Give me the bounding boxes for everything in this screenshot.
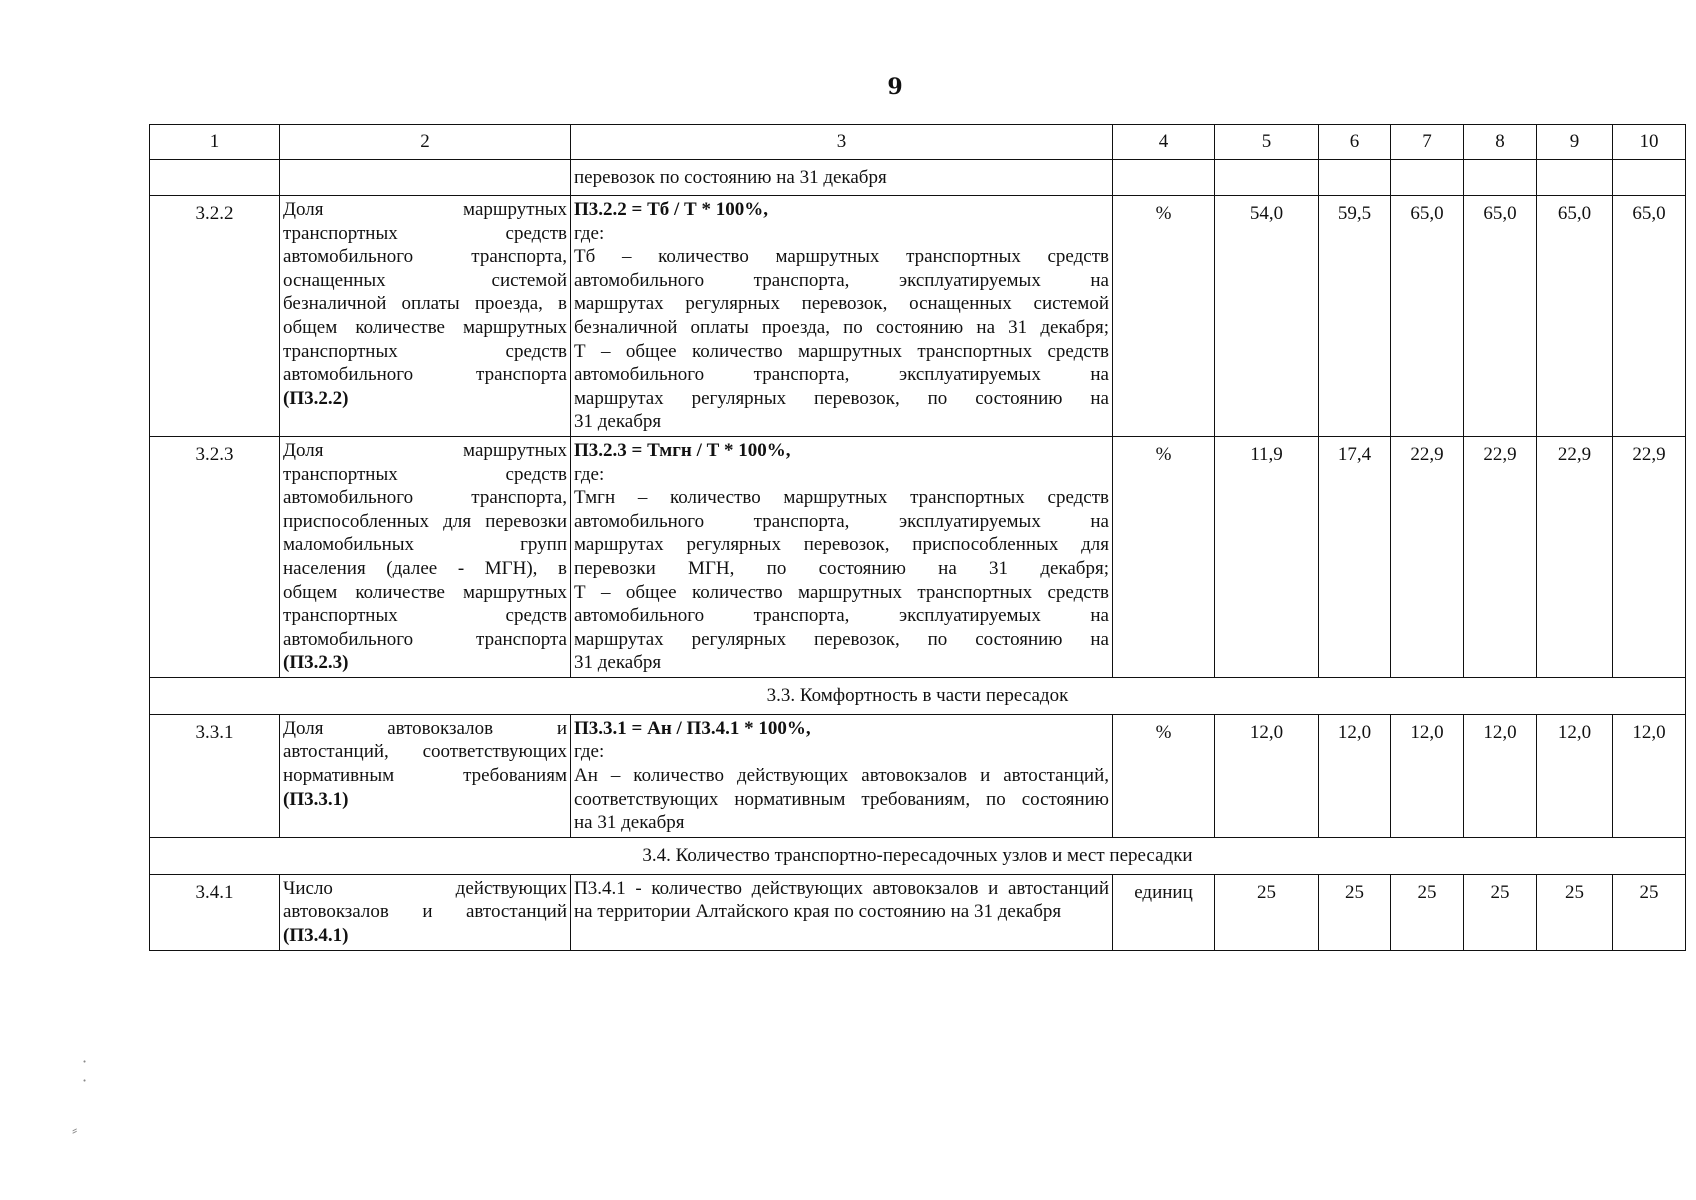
value-cell: 25 bbox=[1613, 874, 1686, 950]
name-line: автостанций, соответствующих bbox=[283, 741, 567, 763]
name-line: общем количестве маршрутных bbox=[283, 581, 567, 603]
name-line: автомобильного транспорта, bbox=[283, 246, 567, 268]
indicator-code: (П3.4.1) bbox=[283, 925, 349, 947]
value-cell: 65,0 bbox=[1464, 196, 1537, 437]
formula-line: перевозки МГН, по состоянию на 31 декабря; bbox=[574, 557, 1109, 579]
header-cell: 7 bbox=[1391, 125, 1464, 160]
formula-line: Т – общее количество маршрутных транспортных средств bbox=[574, 581, 1109, 603]
indicator-code: (П3.2.3) bbox=[283, 652, 349, 674]
formula-line: на территории Алтайского края по состоянию на 31 декабря bbox=[574, 901, 1062, 923]
formula-line: 31 декабря bbox=[574, 411, 662, 433]
header-cell: 4 bbox=[1113, 125, 1215, 160]
indicator-name-cell bbox=[280, 436, 571, 677]
unit-cell: % bbox=[1113, 714, 1215, 837]
section-title: 3.3. Комфортность в части пересадок bbox=[150, 677, 1686, 714]
value-cell: 25 bbox=[1319, 874, 1391, 950]
row-id: 3.2.2 bbox=[150, 196, 280, 437]
value-cell: 25 bbox=[1215, 874, 1319, 950]
value-cell: 17,4 bbox=[1319, 436, 1391, 677]
formula-line: П3.4.1 - количество действующих автовокзалов и автостанций bbox=[574, 877, 1109, 899]
name-line: оснащенных системой bbox=[283, 269, 567, 291]
value-cell: 22,9 bbox=[1537, 436, 1613, 677]
scan-speck: ⸗ bbox=[72, 1120, 78, 1139]
value-cell: 12,0 bbox=[1391, 714, 1464, 837]
formula-line: маршрутах регулярных перевозок, приспособленных для bbox=[574, 534, 1109, 556]
name-line: населения (далее - МГН), в bbox=[283, 557, 567, 579]
name-line: транспортных средств bbox=[283, 340, 567, 362]
name-line: автомобильного транспорта, bbox=[283, 487, 567, 509]
table-row bbox=[150, 436, 1686, 677]
formula-line: Ан – количество действующих автовокзалов и автостанций, bbox=[574, 765, 1109, 787]
formula-line: П3.3.1 = Ан / П3.4.1 * 100%, bbox=[574, 717, 811, 739]
table-row bbox=[150, 874, 1686, 950]
header-cell: 5 bbox=[1215, 125, 1319, 160]
section-row bbox=[150, 677, 1686, 714]
name-line: общем количестве маршрутных bbox=[283, 316, 567, 338]
name-line: транспортных средств bbox=[283, 605, 567, 627]
row-id: 3.3.1 bbox=[150, 714, 280, 837]
formula-line: 31 декабря bbox=[574, 652, 662, 674]
name-line: нормативным требованиям bbox=[283, 765, 567, 787]
value-cell: 54,0 bbox=[1215, 196, 1319, 437]
name-line: автомобильного транспорта bbox=[283, 364, 567, 386]
table-row bbox=[150, 196, 1686, 437]
formula-line: безналичной оплаты проезда, по состоянию на 31 декабря; bbox=[574, 316, 1109, 338]
name-line: транспортных средств bbox=[283, 463, 567, 485]
page-number: 9 bbox=[887, 74, 903, 100]
name-line: Доля маршрутных bbox=[283, 439, 567, 461]
value-cell: 65,0 bbox=[1391, 196, 1464, 437]
formula-line: Тб – количество маршрутных транспортных средств bbox=[574, 246, 1109, 268]
section-title: 3.4. Количество транспортно-пересадочных узлов и мест пересадки bbox=[150, 837, 1686, 874]
continuation-row bbox=[150, 160, 1686, 196]
formula-cell bbox=[571, 160, 1113, 196]
indicator-code: (П3.3.1) bbox=[283, 788, 349, 810]
value-cell: 12,0 bbox=[1537, 714, 1613, 837]
value-cell: 65,0 bbox=[1613, 196, 1686, 437]
header-cell: 10 bbox=[1613, 125, 1686, 160]
formula-line: маршрутах регулярных перевозок, по состоянию на bbox=[574, 387, 1109, 409]
name-line: приспособленных для перевозки bbox=[283, 510, 567, 532]
name-line: маломобильных групп bbox=[283, 534, 567, 556]
value-cell: 12,0 bbox=[1464, 714, 1537, 837]
value-cell: 12,0 bbox=[1613, 714, 1686, 837]
formula-line: П3.2.2 = Тб / Т * 100%, bbox=[574, 199, 768, 220]
value-cell: 25 bbox=[1464, 874, 1537, 950]
unit-cell: % bbox=[1113, 436, 1215, 677]
name-line: Доля маршрутных bbox=[283, 199, 567, 220]
indicator-code: (П3.2.2) bbox=[283, 387, 349, 409]
formula-line: где: bbox=[574, 741, 605, 763]
name-line: транспортных средств bbox=[283, 222, 567, 244]
value-cell: 22,9 bbox=[1391, 436, 1464, 677]
indicator-name-cell bbox=[280, 874, 571, 950]
formula-cell bbox=[571, 196, 1113, 437]
name-line: Число действующих bbox=[283, 877, 567, 899]
value-cell: 25 bbox=[1391, 874, 1464, 950]
table-row bbox=[150, 714, 1686, 837]
formula-cell bbox=[571, 874, 1113, 950]
value-cell: 12,0 bbox=[1319, 714, 1391, 837]
header-cell: 2 bbox=[280, 125, 571, 160]
formula-line: соответствующих нормативным требованиям, по состоянию bbox=[574, 788, 1109, 810]
name-line: автовокзалов и автостанций bbox=[283, 901, 567, 923]
row-id: 3.2.3 bbox=[150, 436, 280, 677]
section-row bbox=[150, 837, 1686, 874]
formula-line: где: bbox=[574, 463, 605, 485]
indicator-name-cell bbox=[280, 714, 571, 837]
formula-cell bbox=[571, 436, 1113, 677]
value-cell: 65,0 bbox=[1537, 196, 1613, 437]
formula-line: маршрутах регулярных перевозок, по состоянию на bbox=[574, 628, 1109, 650]
value-cell: 22,9 bbox=[1613, 436, 1686, 677]
header-cell: 3 bbox=[571, 125, 1113, 160]
value-cell: 12,0 bbox=[1215, 714, 1319, 837]
row-id: 3.4.1 bbox=[150, 874, 280, 950]
name-line: безналичной оплаты проезда, в bbox=[283, 293, 567, 315]
header-cell: 9 bbox=[1537, 125, 1613, 160]
indicators-table bbox=[149, 124, 1686, 951]
scan-speck: · · bbox=[82, 1052, 88, 1090]
value-cell: 59,5 bbox=[1319, 196, 1391, 437]
name-line: Доля автовокзалов и bbox=[283, 717, 567, 739]
name-line: автомобильного транспорта bbox=[283, 628, 567, 650]
value-cell: 22,9 bbox=[1464, 436, 1537, 677]
formula-line: маршрутах регулярных перевозок, оснащенных системой bbox=[574, 293, 1109, 315]
header-cell: 1 bbox=[150, 125, 280, 160]
formula-line: автомобильного транспорта, эксплуатируемых на bbox=[574, 364, 1109, 386]
formula-text: перевозок по состоянию на 31 декабря bbox=[574, 166, 887, 188]
unit-cell: % bbox=[1113, 196, 1215, 437]
header-cell: 6 bbox=[1319, 125, 1391, 160]
formula-line: где: bbox=[574, 222, 605, 244]
value-cell: 25 bbox=[1537, 874, 1613, 950]
formula-line: Т – общее количество маршрутных транспортных средств bbox=[574, 340, 1109, 362]
formula-line: автомобильного транспорта, эксплуатируемых на bbox=[574, 269, 1109, 291]
formula-line: П3.2.3 = Тмгн / Т * 100%, bbox=[574, 439, 791, 461]
formula-line: автомобильного транспорта, эксплуатируемых на bbox=[574, 510, 1109, 532]
formula-line: на 31 декабря bbox=[574, 812, 685, 834]
value-cell: 11,9 bbox=[1215, 436, 1319, 677]
formula-cell bbox=[571, 714, 1113, 837]
header-cell: 8 bbox=[1464, 125, 1537, 160]
formula-line: автомобильного транспорта, эксплуатируемых на bbox=[574, 605, 1109, 627]
header-row bbox=[150, 125, 1686, 160]
indicator-name-cell bbox=[280, 196, 571, 437]
unit-cell: единиц bbox=[1113, 874, 1215, 950]
formula-line: Тмгн – количество маршрутных транспортных средств bbox=[574, 487, 1109, 509]
